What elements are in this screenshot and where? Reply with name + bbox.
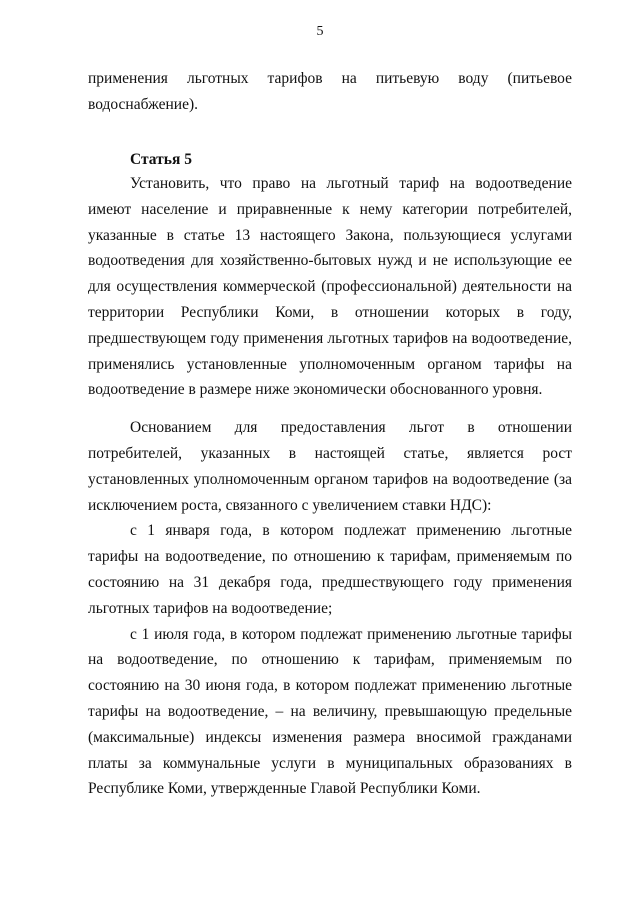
continuation-line-2: водоснабжение). bbox=[88, 95, 198, 113]
article-paragraph-1: Установить, что право на льготный тариф на водоотведение имеют население и приравненные к нему категории потребителей, указанные в статье 13 настоящего Закона, пользующиеся услугами водоотведения для хозяйственно-бытовых нужд и не использующие ее для осуществления коммерческой (профессиональной) деятельности на территории Республики Коми, в отношении которых в году, предшествующем году применения льготных тарифов на водоотведение, применялись установленные уполномоченным органом тарифы на водоотведение в размере ниже экономически обоснованного уровня. bbox=[88, 175, 572, 399]
article-paragraph-2: Основанием для предоставления льгот в отношении потребителей, указанных в настоящей статье, является рост установленных уполномоченным органом тарифов на водоотведение (за исключением роста, связанного с увеличением ставки НДС): bbox=[88, 419, 572, 514]
article-title: Статья 5 bbox=[130, 151, 192, 168]
page-number: 5 bbox=[316, 24, 324, 39]
article-paragraph-3: с 1 января года, в котором подлежат применению льготные тарифы на водоотведение, по отношению к тарифам, применяемым по состоянию на 31 декабря года, предшествующего году применения льготных тарифов на водоотведение; bbox=[88, 522, 572, 617]
article-paragraph-4: с 1 июля года, в котором подлежат применению льготные тарифы на водоотведение, по отношению к тарифам, применяемым по состоянию на 30 июня года, в котором подлежат применению льготные тарифы на водоотведение, – на величину, превышающую предельные (максимальные) индексы изменения размера вносимой гражданами платы за коммунальные услуги в муниципальных образованиях в Республике Коми, утвержденные Главой Республики Коми. bbox=[88, 625, 572, 798]
continuation-line-1: применения льготных тарифов на питьевую воду (питьевое bbox=[88, 70, 572, 87]
article-body bbox=[88, 171, 572, 802]
continuation-text bbox=[88, 66, 572, 118]
